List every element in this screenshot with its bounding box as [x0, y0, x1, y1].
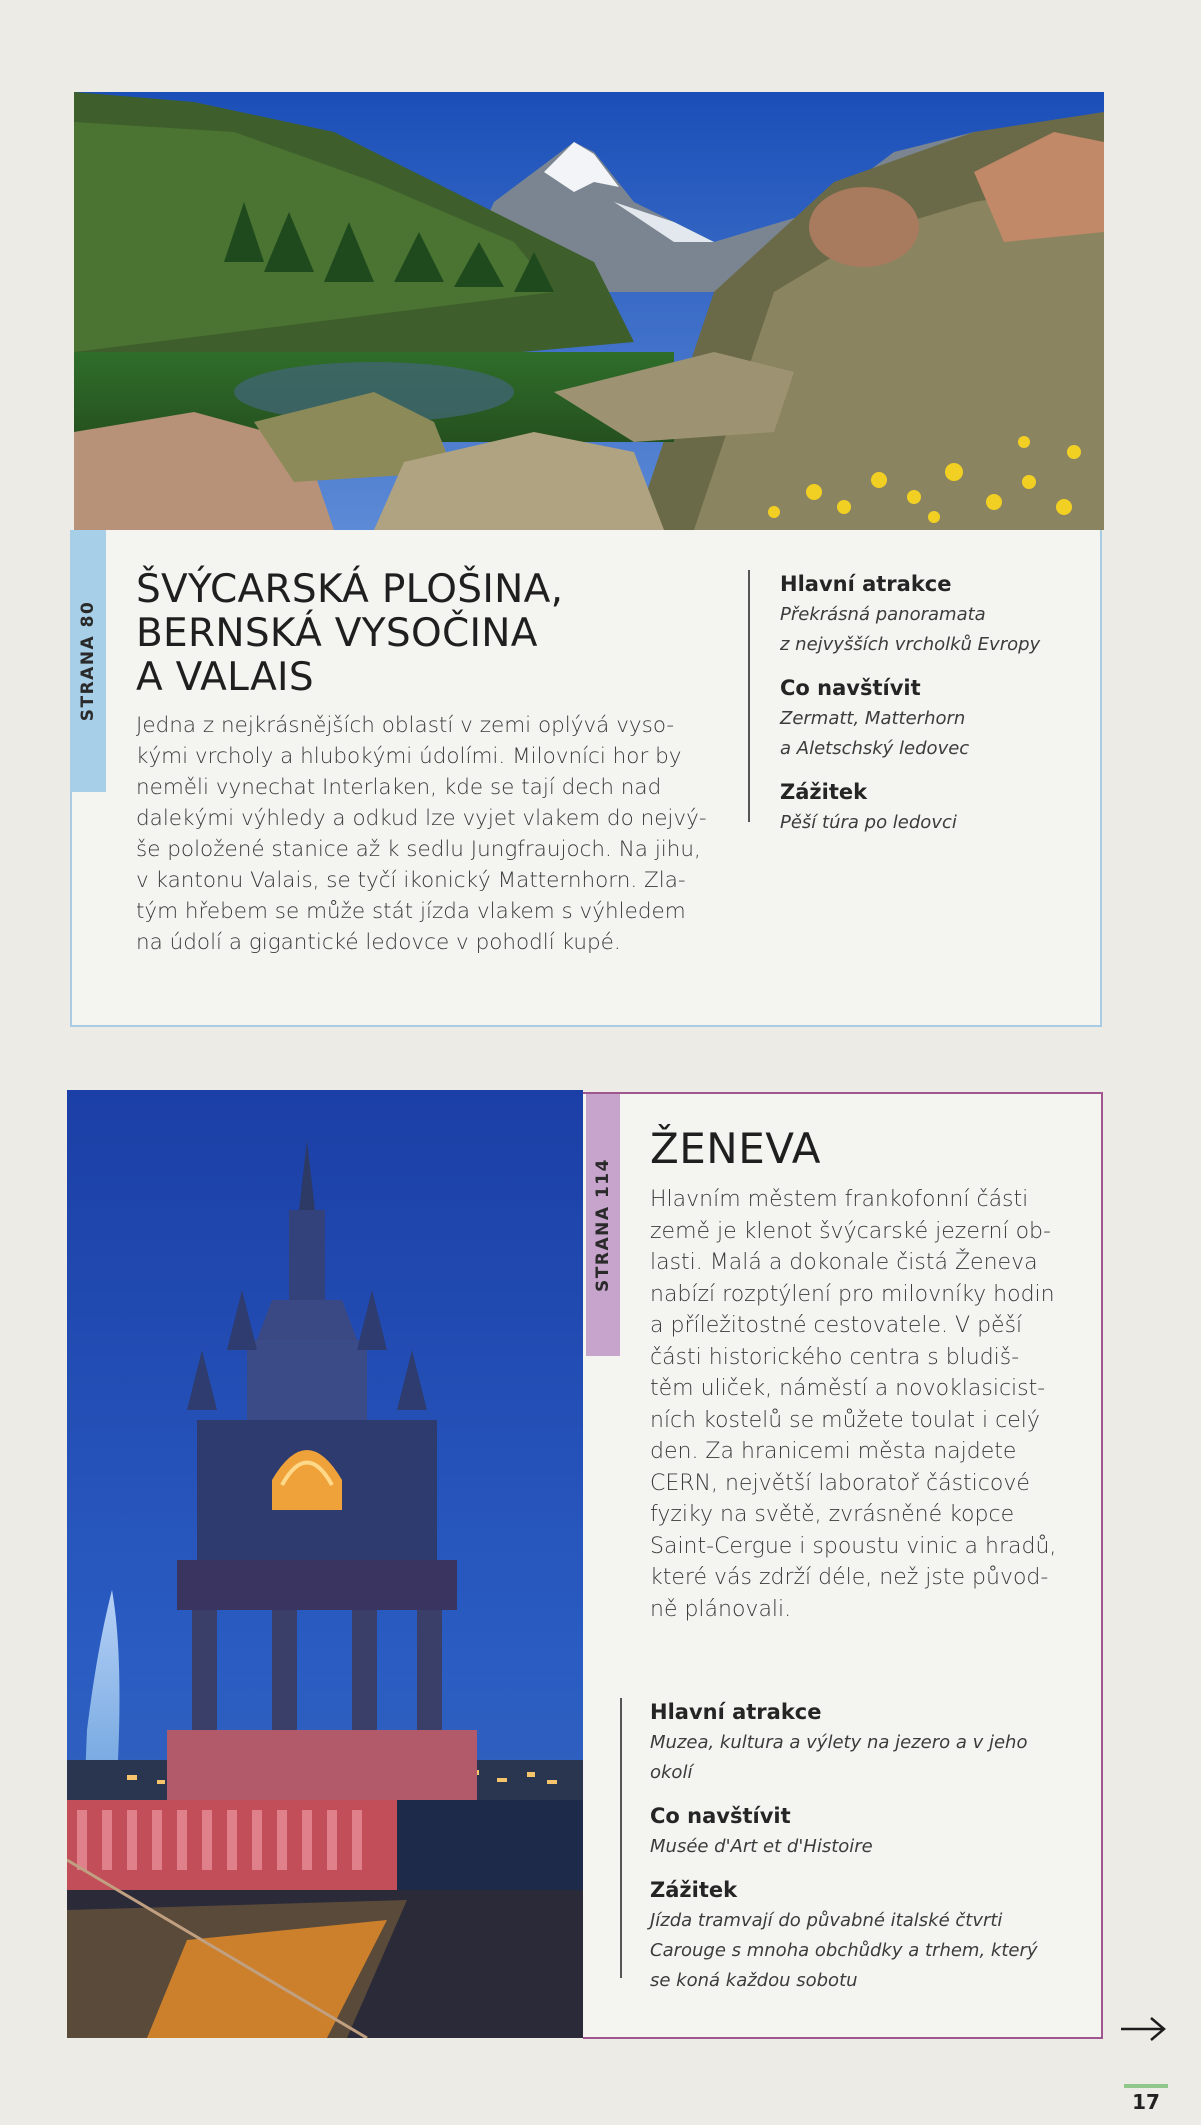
sidebar-line: a Aletschský ledovec	[780, 738, 970, 759]
sidebar-line: Jízda tramvají do půvabné italské čtvrti	[650, 1910, 1003, 1931]
body-line: ně plánovali.	[650, 1596, 792, 1622]
body-line: tým hřebem se může stát jízda vlakem s výhledem	[136, 899, 686, 924]
title-line: ŠVÝCARSKÁ PLOŠINA,	[136, 567, 564, 612]
sidebar-text	[780, 704, 1110, 764]
sidebar-line: z nejvyšších vrcholků Evropy	[780, 634, 1041, 655]
body-line: fyziky na světě, zvrásněné kopce	[650, 1502, 1015, 1527]
sidebar-heading-experience: Zážitek	[650, 1878, 738, 1902]
body-line: Saint-Cergue i spoustu vinic a hradů,	[650, 1533, 1057, 1559]
sidebar-line: Muzea, kultura a výlety na jezero a v jeho	[650, 1732, 1028, 1753]
body-line: den. Za hranicemi města najdete	[650, 1439, 1017, 1464]
sidebar-heading-experience: Zážitek	[780, 780, 868, 804]
page-reference-tab	[586, 1094, 620, 1356]
body-line: na údolí a gigantické ledovce v pohodlí kupé.	[136, 930, 621, 955]
page-reference-tab	[70, 530, 106, 792]
page-reference-label: STRANA 114	[593, 1158, 613, 1292]
sidebar-line: Překrásná panoramata	[780, 604, 986, 625]
sidebar-line: Carouge s mnoha obchůdky a trhem, který	[650, 1940, 1038, 1961]
sidebar-heading-what-to-visit: Co navštívit	[780, 676, 921, 700]
arrow-right-icon[interactable]	[1118, 2014, 1168, 2044]
body-line: CERN, největší laboratoř částicové	[650, 1470, 1030, 1496]
highlights-sidebar	[748, 570, 1110, 833]
body-line: těm uliček, náměstí a novoklasicist-	[650, 1376, 1046, 1401]
photo-matterhorn-landscape	[74, 92, 1104, 530]
page-number-accent	[1124, 2084, 1168, 2088]
sidebar-text	[780, 600, 1110, 660]
region-title	[136, 568, 656, 700]
sidebar-line: okolí	[650, 1762, 693, 1783]
sidebar-text	[650, 1832, 1090, 1862]
region-title: ŽENEVA	[650, 1124, 822, 1173]
sidebar-line: Musée d'Art et d'Histoire	[650, 1836, 873, 1857]
body-line: které vás zdrží déle, než jste původ-	[650, 1565, 1049, 1590]
body-line: Hlavním městem frankofonní části	[650, 1187, 1029, 1212]
body-line: Jedna z nejkrásnějších oblastí v zemi oplývá vyso-	[136, 713, 675, 738]
region-description	[136, 710, 736, 958]
title-line: BERNSKÁ VYSOČINA	[136, 611, 538, 656]
body-line: lasti. Malá a dokonale čistá Ženeva	[650, 1250, 1038, 1275]
body-line: nabízí rozptýlení pro milovníky hodin	[650, 1281, 1055, 1307]
body-line: še položené stanice až k sedlu Jungfraujoch. Na jihu,	[136, 837, 701, 862]
body-line: neměli vynechat Interlaken, kde se tají dech nad	[136, 775, 662, 800]
sidebar-text	[780, 808, 1110, 838]
body-line: v kantonu Valais, se tyčí ikonický Matternhorn. Zla-	[136, 868, 686, 893]
body-line: ních kostelů se můžete toulat i celý	[650, 1407, 1040, 1433]
photo-brunswick-monument	[67, 1090, 583, 2038]
highlights-sidebar	[620, 1698, 1090, 1991]
sidebar-heading-main-attraction: Hlavní atrakce	[780, 572, 952, 596]
sidebar-text	[650, 1906, 1090, 1996]
sidebar-line: se koná každou sobotu	[650, 1970, 858, 1991]
body-line: dalekými výhledy a odkud lze vyjet vlakem do nejvý-	[136, 806, 707, 831]
sidebar-line: Pěší túra po ledovci	[780, 812, 957, 833]
sidebar-heading-what-to-visit: Co navštívit	[650, 1804, 791, 1828]
page-reference-label: STRANA 80	[78, 600, 98, 722]
sidebar-line: Zermatt, Matterhorn	[780, 708, 966, 729]
sidebar-heading-main-attraction: Hlavní atrakce	[650, 1700, 822, 1724]
body-line: části historického centra s bludiš-	[650, 1344, 1020, 1370]
region-description	[650, 1184, 1090, 1625]
title-line: A VALAIS	[136, 655, 314, 700]
sidebar-text	[650, 1728, 1090, 1788]
page-number: 17	[1132, 2090, 1160, 2114]
body-line: a příležitostné cestovatele. V pěší	[650, 1313, 1023, 1338]
body-line: kými vrcholy a hlubokými údolími. Milovníci hor by	[136, 744, 682, 769]
body-line: země je klenot švýcarské jezerní ob-	[650, 1218, 1051, 1244]
